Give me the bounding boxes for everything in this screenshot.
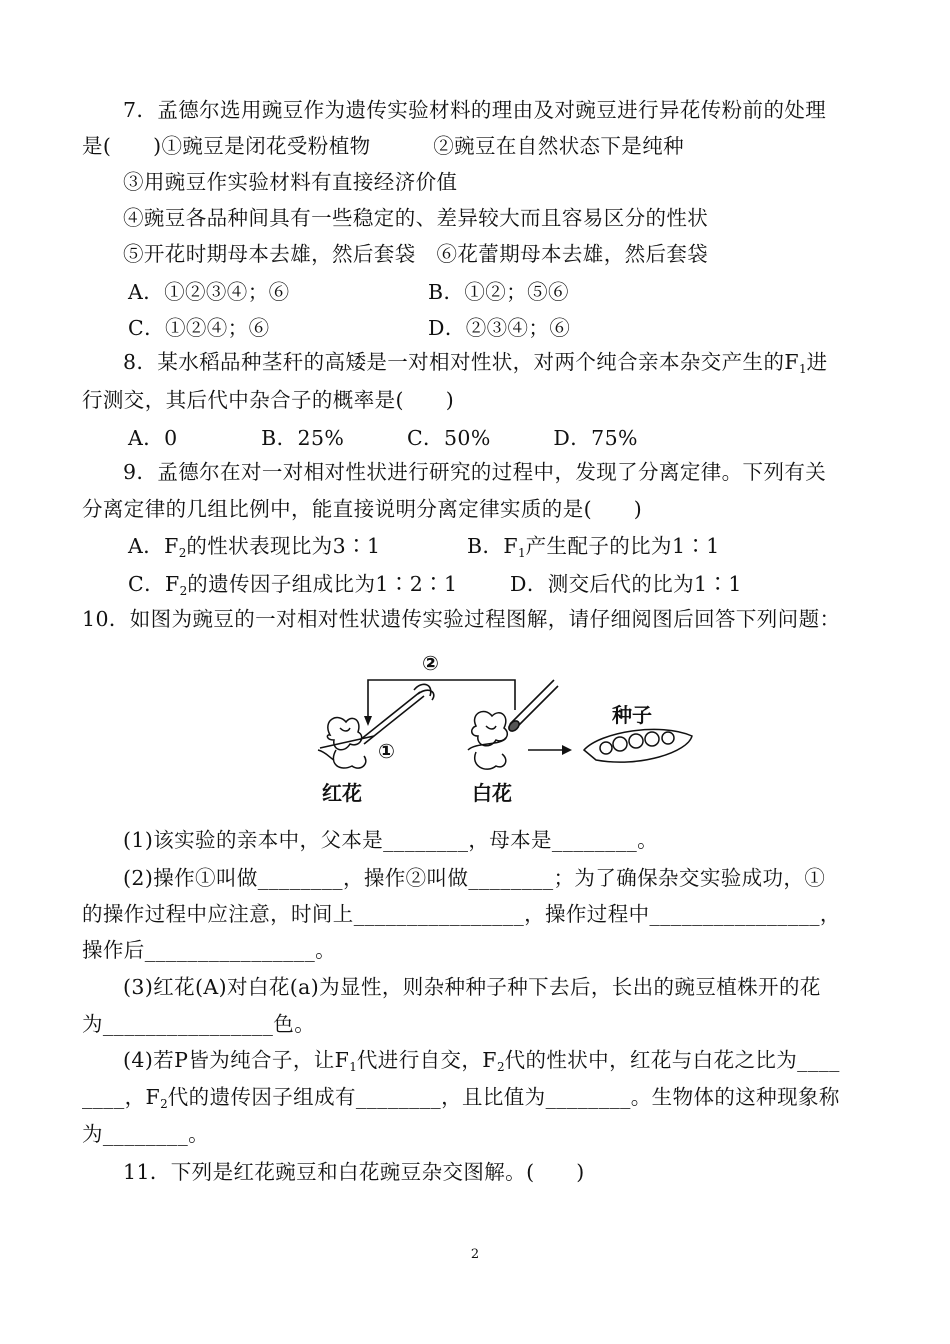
- q9-stem-line1: 9．孟德尔在对一对相对性状进行研究的过程中，发现了分离定律。下列有关: [123, 460, 827, 484]
- white-flower-drawing: [468, 711, 507, 769]
- q9-option-a: A．$F_2$的性状表现比为3∶1: [128, 534, 381, 560]
- q7-option-a: A．①②③④；⑥: [128, 280, 290, 304]
- q10-part2-line2: 的操作过程中应注意，时间上________________，操作过程中________________，: [82, 902, 841, 926]
- seed-label: 种子: [612, 703, 652, 727]
- white-flower-label: 白花: [472, 781, 512, 805]
- q9-option-b: B．$F_1$产生配子的比为1∶1: [467, 534, 720, 560]
- q7-stem-line2: 是( )①豌豆是闭花受粉植物 ②豌豆在自然状态下是纯种: [82, 134, 684, 158]
- forceps-drawing: [360, 684, 434, 744]
- q7-item56: ⑤开花时期母本去雄，然后套袋 ⑥花蕾期母本去雄，然后套袋: [123, 242, 709, 266]
- seed-pod-drawing: [584, 729, 692, 762]
- q11-stem: 11．下列是红花豌豆和白花豌豆杂交图解。( ): [123, 1160, 585, 1184]
- arrow-to-pod: [528, 745, 572, 755]
- q7-option-b: B．①②；⑤⑥: [428, 280, 569, 304]
- page-number: 2: [470, 1247, 480, 1262]
- q10-part2-line3: 操作后________________。: [82, 938, 336, 962]
- q7-stem-line1: 7．孟德尔选用豌豆作为遗传实验材料的理由及对豌豆进行异花传粉前的处理: [123, 98, 827, 122]
- q8-options: A．0 B．25% C．50% D．75%: [128, 426, 638, 450]
- q9-stem-line2: 分离定律的几组比例中，能直接说明分离定律实质的是( ): [82, 497, 643, 521]
- red-flower-label: 红花: [322, 781, 362, 805]
- q7-option-d: D．②③④；⑥: [428, 316, 571, 340]
- q10-part3-line1: (3)红花(A)对白花(a)为显性，则杂种种子种下去后，长出的豌豆植株开的花: [123, 975, 821, 999]
- operation-1-label: ①: [378, 739, 395, 763]
- q7-option-c: C．①②④；⑥: [128, 316, 270, 340]
- operation-2-label: ②: [422, 651, 439, 675]
- q10-part1: (1)该实验的亲本中，父本是________，母本是________。: [123, 828, 659, 852]
- pea-hybridization-diagram: [300, 640, 720, 810]
- q8-stem-line2: 行测交，其后代中杂合子的概率是( ): [82, 388, 455, 412]
- q7-item4: ④豌豆各品种间具有一些稳定的、差异较大而且容易区分的性状: [123, 206, 709, 230]
- q10-part4-line2: ____，$F_2$代的遗传因子组成有________，且比值为________。生物体的这种现象称: [82, 1085, 840, 1111]
- q10-part4-line1: (4)若P皆为纯合子，让$F_1$代进行自交，$F_2$代的性状中，红花与白花之比为____: [123, 1048, 840, 1074]
- q9-option-d: D．测交后代的比为1∶1: [510, 572, 742, 596]
- q10-stem: 10．如图为豌豆的一对相对性状遗传实验过程图解，请仔细阅图后回答下列问题：: [82, 607, 841, 631]
- q9-option-c: C．$F_2$的遗传因子组成比为1∶2∶1: [128, 572, 458, 598]
- q10-part2-line1: (2)操作①叫做________，操作②叫做________；为了确保杂交实验成功，①: [123, 866, 826, 890]
- pea-hybridization-figure: [300, 640, 720, 810]
- q10-part4-line3: 为________。: [82, 1122, 209, 1146]
- q8-stem-line1: 8．某水稻品种茎秆的高矮是一对相对性状，对两个纯合亲本杂交产生的$F_1$进: [123, 350, 828, 376]
- q7-item3: ③用豌豆作实验材料有直接经济价值: [123, 170, 458, 194]
- q10-part3-line2: 为________________色。: [82, 1012, 316, 1036]
